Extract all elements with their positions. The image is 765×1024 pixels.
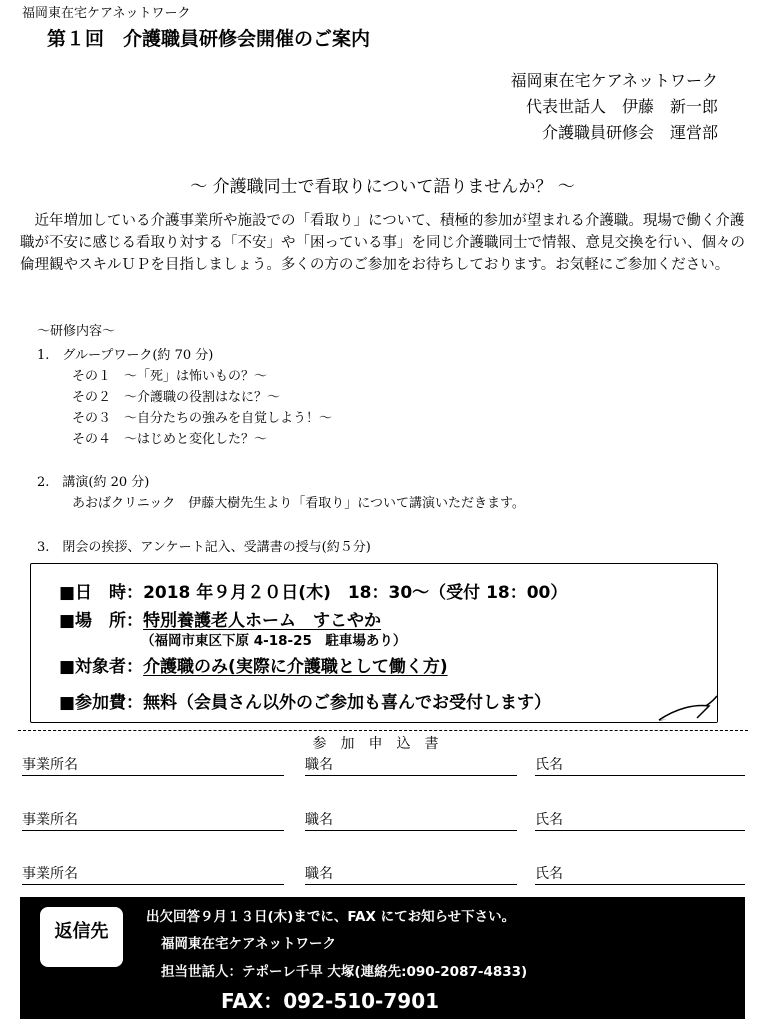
reply-fax: FAX：092-510-7901 <box>221 989 440 1013</box>
form-row-3 <box>0 863 765 887</box>
info-date-label: ■日 時： <box>59 583 144 603</box>
person-name-label: 氏名 <box>535 757 563 773</box>
form-row-1 <box>0 754 765 778</box>
info-fee-label: ■参加費： <box>59 693 144 713</box>
info-date-value: 2018 年９月２０日(木) 18：30～（受付 18：00） <box>143 583 568 603</box>
info-place-value: 特別養護老人ホーム すこやか <box>143 611 382 631</box>
content-item-1-sub-4: その４ ～はじめと変化した？～ <box>72 432 268 447</box>
info-fee <box>59 688 551 713</box>
office-name-label: 事業所名 <box>22 757 78 773</box>
office-name-label: 事業所名 <box>22 866 78 882</box>
org-name-small: 福岡東在宅ケアネットワーク <box>22 6 191 21</box>
info-place-label: ■場 所： <box>59 611 144 631</box>
reply-badge: 返信先 <box>40 907 123 967</box>
office-name-field[interactable] <box>22 863 284 885</box>
info-target-label: ■対象者： <box>59 657 144 677</box>
info-fee-value: 無料（会員さん以外のご参加も喜んでお受付します） <box>143 693 552 713</box>
content-item-1-sub-3: その３ ～自分たちの強みを自覚しよう！～ <box>72 411 333 426</box>
person-name-field[interactable] <box>535 754 745 776</box>
job-title-field[interactable] <box>305 754 517 776</box>
content-item-1-sub-1: その１ ～「死」は怖いもの？～ <box>72 369 268 384</box>
form-row-2 <box>0 809 765 833</box>
content-item-3: 3. 閉会の挨拶、アンケート記入、受講書の授与(約５分) <box>37 540 371 555</box>
subtitle: ～ 介護職同士で看取りについて語りませんか？ ～ <box>190 177 575 197</box>
content-item-2-detail: あおばクリニック 伊藤大樹先生より「看取り」について講演いただきます。 <box>72 496 525 511</box>
intro-text: 近年増加している介護事業所や施設での「看取り」について、積極的参加が望まれる介護職。現場で働く介護職が不安に感じる看取り対する「不安」や「困っている事」を同じ介護職同士で情報、意見交換を行い、個々の倫理観やスキルＵＰを目指しましょう。多くの方のご参加をお待ちしております。お気軽にご参加ください。 <box>20 213 745 273</box>
reply-org: 福岡東在宅ケアネットワーク <box>161 936 336 952</box>
content-item-2: 2. 講演(約 20 分) <box>37 475 150 490</box>
office-name-field[interactable] <box>22 809 284 831</box>
person-name-label: 氏名 <box>535 812 563 828</box>
form-title: 参加申込書 <box>312 736 453 752</box>
person-name-field[interactable] <box>535 863 745 885</box>
info-place-address: （福岡市東区下原 4-18-25 駐車場あり） <box>141 633 407 649</box>
page-title: 第１回 介護職員研修会開催のご案内 <box>47 28 371 50</box>
info-date <box>59 578 567 603</box>
job-title-field[interactable] <box>305 863 517 885</box>
info-target-value: 介護職のみ(実際に介護職として働く方) <box>143 657 448 677</box>
office-name-field[interactable] <box>22 754 284 776</box>
info-target <box>59 652 448 677</box>
reply-deadline: 出欠回答９月１３日(木)までに、FAX にてお知らせ下さい。 <box>146 909 516 925</box>
page-curl-icon <box>657 696 717 722</box>
event-info-box <box>30 563 718 723</box>
intro-paragraph <box>20 210 745 276</box>
job-title-field[interactable] <box>305 809 517 831</box>
person-name-label: 氏名 <box>535 866 563 882</box>
sender-representative: 代表世話人 伊藤 新一郎 <box>525 97 718 116</box>
cut-line <box>18 730 748 731</box>
person-name-field[interactable] <box>535 809 745 831</box>
info-place <box>59 606 381 631</box>
content-heading: ～研修内容～ <box>37 324 116 339</box>
reply-contact: 担当世話人：テポーレ千早 大塚(連絡先:090-2087-4833) <box>161 964 528 980</box>
sender-org: 福岡東在宅ケアネットワーク <box>510 71 718 90</box>
job-title-label: 職名 <box>305 866 333 882</box>
job-title-label: 職名 <box>305 812 333 828</box>
sender-department: 介護職員研修会 運営部 <box>541 123 718 142</box>
reply-box <box>20 897 745 1019</box>
job-title-label: 職名 <box>305 757 333 773</box>
office-name-label: 事業所名 <box>22 812 78 828</box>
content-item-1-sub-2: その２ ～介護職の役割はなに？～ <box>72 390 281 405</box>
content-item-1: 1. グループワーク(約 70 分) <box>37 348 214 363</box>
